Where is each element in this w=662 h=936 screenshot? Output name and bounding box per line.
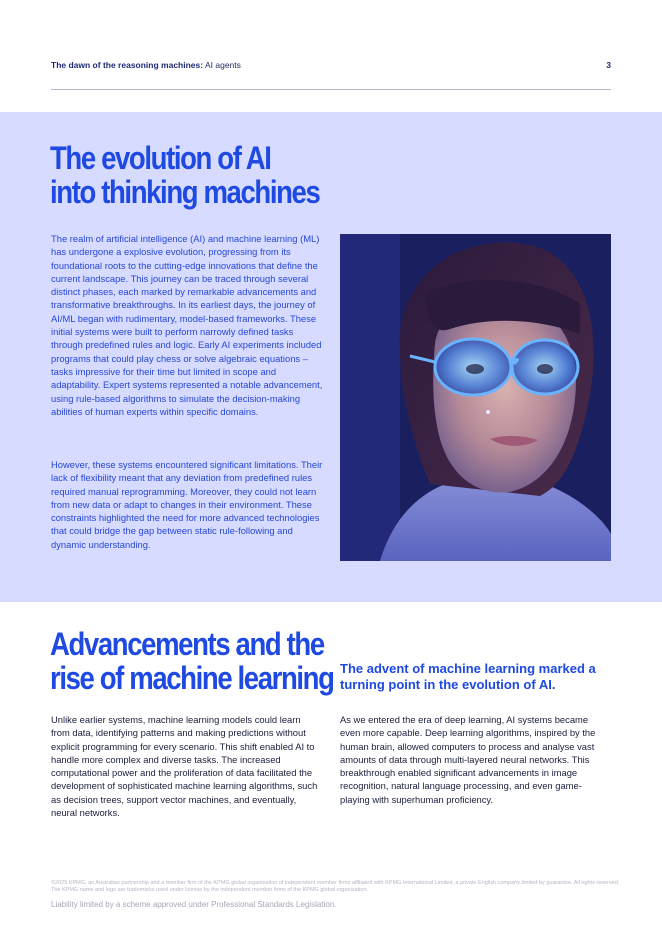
evolution-paragraph-2: However, these systems encountered significant limitations. Their lack of flexibility meant that any deviation from predefined rules required manual reprogramming. Moreover, they could not learn from new data or adapt to changes in their environment. These constraints highlighted the need for more advanced technologies that could bridge the gap between static rule-following and dynamic understanding. (51, 459, 323, 550)
ml-title-line-1: Advancements and the (50, 626, 324, 662)
running-header-subtitle: AI agents (203, 60, 241, 70)
machine-learning-section-title (50, 626, 334, 696)
running-header-title: The dawn of the reasoning machines: (51, 60, 204, 70)
machine-learning-subheading: The advent of machine learning marked a turning point in the evolution of AI. (340, 661, 596, 692)
machine-learning-paragraph-right: As we entered the era of deep learning, AI systems became even more capable. Deep learning algorithms, inspired by the human brain, allowed computers to process and analyse vast amounts of data through multi-layered neural networks. This breakthrough enabled significant advancements in image recognition, natural language processing, and even game-playing with superhuman proficiency. (340, 714, 596, 805)
evolution-title-line-1: The evolution of AI (50, 140, 271, 176)
evolution-title-line-2: into thinking machines (50, 174, 320, 210)
page-number: 3 (606, 60, 611, 70)
running-header (51, 60, 241, 70)
woman-with-glasses-photo (340, 234, 611, 561)
copyright-notice: ©2025 KPMG, an Australian partnership and a member firm of the KPMG global organisation of independent member firms affiliated with KPMG International Limited, a private English company limited by guarantee. All rights reserved. The KPMG name and logo are trademarks used under license by the independent member firms of the KPMG global organisation. (51, 880, 620, 893)
ml-title-line-2: rise of machine learning (50, 660, 334, 696)
evolution-section-title (50, 140, 320, 210)
machine-learning-paragraph-left: Unlike earlier systems, machine learning models could learn from data, identifying patterns and making predictions without explicit programming for every scenario. This shift enabled AI to handle more complex and diverse tasks. The increased computational power and the proliferation of data facilitated the development of sophisticated machine learning algorithms, such as decision trees, support vector machines, and eventually, neural networks. (51, 714, 318, 819)
evolution-paragraph-1: The realm of artificial intelligence (AI) and machine learning (ML) has undergone a explosive evolution, progressing from its foundational roots to the cutting-edge innovations that define the current landscape. This journey can be traced through several distinct phases, each marked by remarkable advancements and transformative breakthroughs. In its earliest days, the journey of AI/ML began with rudimentary, model-based frameworks. These initial systems were built to perform narrowly defined tasks through predefined rules and logic. Early AI experiments included programs that could play chess or solve algebraic equations – tasks impressive for their time but limited in scope and adaptability. Expert systems represented a notable advancement, using rule-based algorithms to simulate the decision-making abilities of human experts within specific domains. (51, 233, 323, 417)
liability-notice: Liability limited by a scheme approved under Professional Standards Legislation. (51, 900, 337, 909)
header-divider (51, 89, 611, 90)
